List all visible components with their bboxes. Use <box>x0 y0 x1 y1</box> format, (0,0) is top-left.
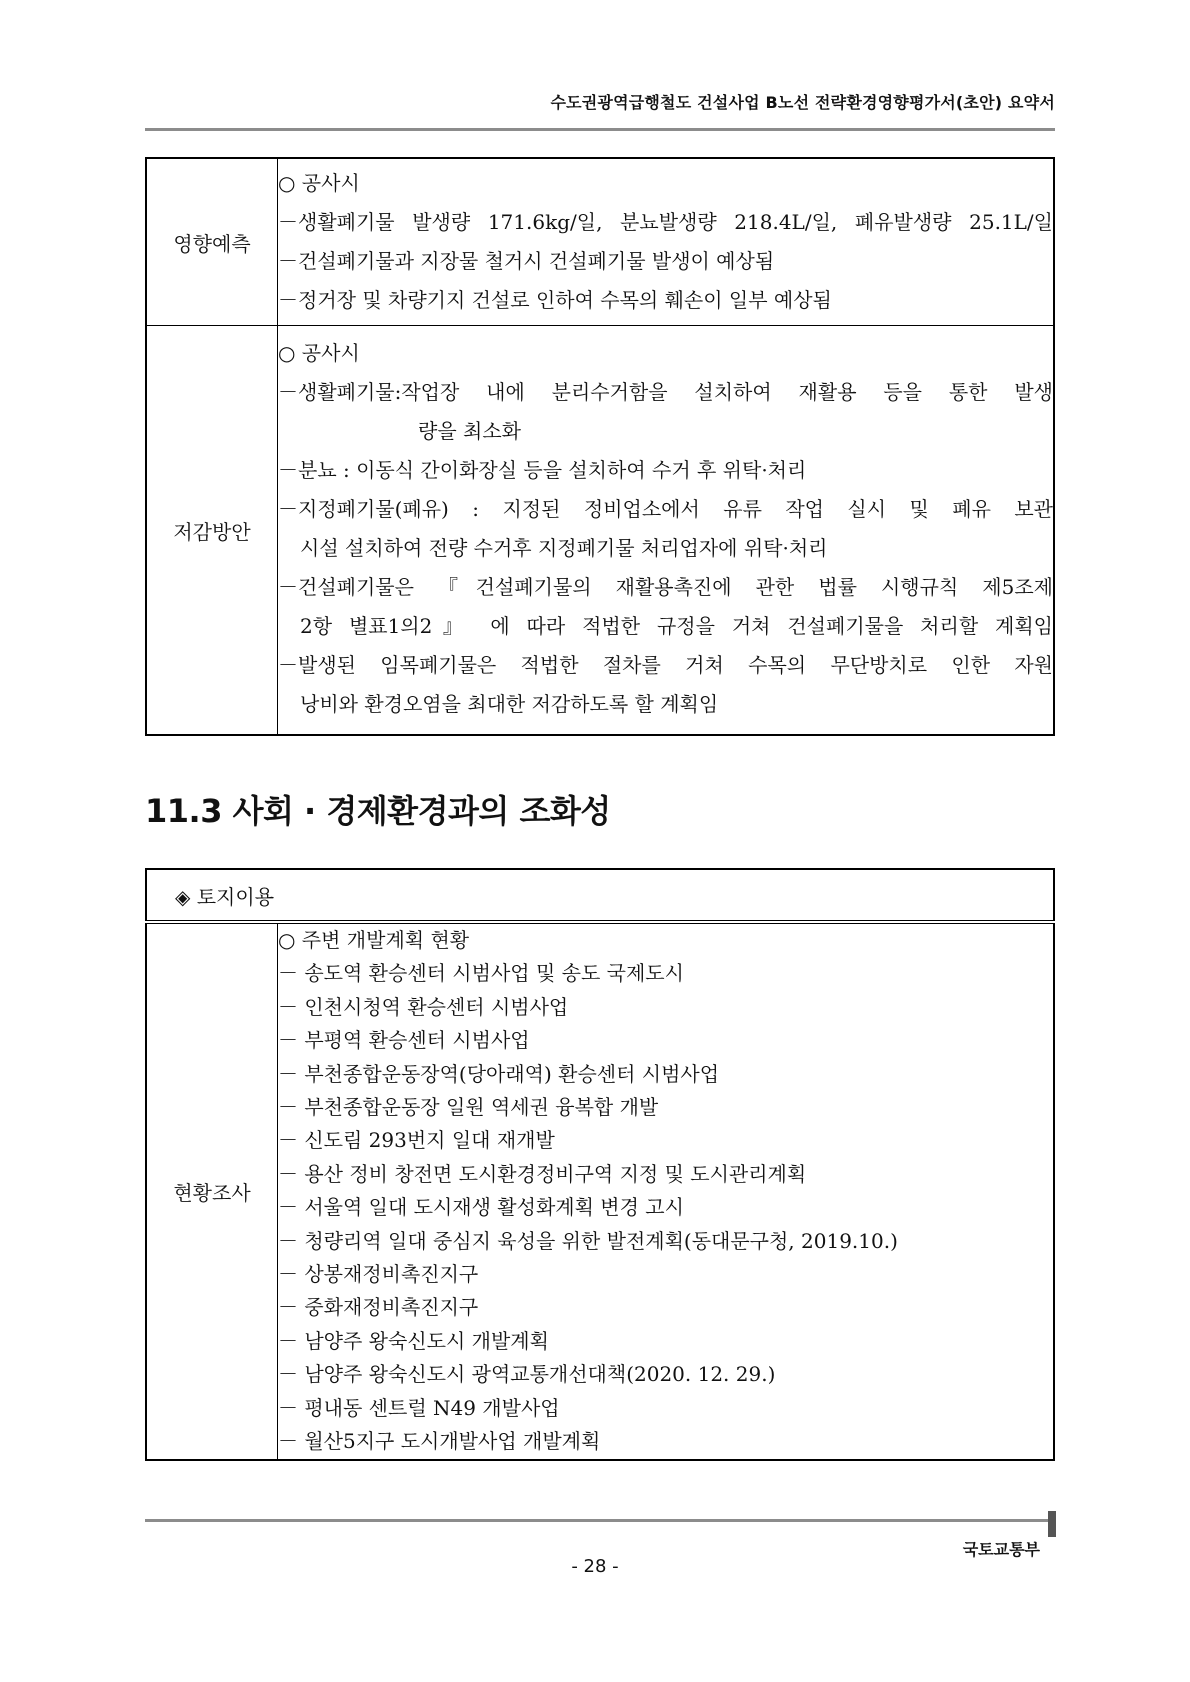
land-use-header: ◈ 토지이용 <box>146 869 1054 922</box>
section-title: 11.3 사회 · 경제환경과의 조화성 <box>145 792 611 830</box>
list-item: － 남양주 왕숙신도시 개발계획 <box>278 1328 549 1353</box>
impact-line: ○ 공사시 <box>278 171 360 195</box>
mitigation-line: －건설폐기물은 『건설폐기물의 재활용촉진에 관한 법률 시행규칙 제5조제 <box>278 575 1053 599</box>
list-item: － 중화재정비촉진지구 <box>278 1295 479 1320</box>
impact-line: －생활폐기물 발생량 171.6kg/일, 분뇨발생량 218.4L/일, 폐유발생량 25.1L/일 <box>278 210 1053 234</box>
list-item: － 신도림 293번지 일대 재개발 <box>278 1128 555 1153</box>
mitigation-line: 2항 별표1의2』 에 따라 적법한 규정을 거쳐 건설폐기물을 처리할 계획임 <box>300 614 1053 638</box>
list-item: － 상봉재정비촉진지구 <box>278 1262 479 1287</box>
list-item: － 청량리역 일대 중심지 육성을 위한 발전계획(동대문구청, 2019.10.) <box>278 1228 898 1253</box>
survey-row <box>146 922 1054 1460</box>
mitigation-label: 저감방안 <box>146 326 278 736</box>
land-use-table <box>145 868 1055 1461</box>
impact-row <box>146 158 1054 326</box>
footer-org: 국토교통부 <box>962 1540 1040 1559</box>
list-item: － 인천시청역 환승센터 시범사업 <box>278 994 569 1019</box>
survey-content <box>278 922 1055 1460</box>
mitigation-line: －생활폐기물:작업장 내에 분리수거함을 설치하여 재활용 등을 통한 발생 <box>278 380 1053 404</box>
mitigation-line: －지정폐기물(폐유) : 지정된 정비업소에서 유류 작업 실시 및 폐유 보관 <box>278 497 1053 521</box>
page-number: - 28 - <box>571 1556 619 1577</box>
impact-label: 영향예측 <box>146 158 278 326</box>
header-rule <box>145 128 1055 131</box>
waste-table <box>145 157 1055 736</box>
mitigation-row <box>146 326 1054 736</box>
mitigation-line: －발생된 임목폐기물은 적법한 절차를 거쳐 수목의 무단방치로 인한 자원 <box>278 653 1053 677</box>
list-item: － 부천종합운동장 일원 역세권 융복합 개발 <box>278 1095 659 1120</box>
mitigation-content <box>278 326 1055 736</box>
survey-label: 현황조사 <box>146 922 278 1460</box>
impact-content <box>278 158 1055 326</box>
survey-intro: ○ 주변 개발계획 현황 <box>278 928 470 952</box>
list-item: － 서울역 일대 도시재생 활성화계획 변경 고시 <box>278 1195 684 1220</box>
list-item: － 부평역 환승센터 시범사업 <box>278 1028 530 1053</box>
list-item: － 남양주 왕숙신도시 광역교통개선대책(2020. 12. 29.) <box>278 1362 776 1387</box>
running-header: 수도권광역급행철도 건설사업 B노선 전략환경영향평가서(초안) 요약서 <box>550 93 1055 112</box>
footer-rule <box>145 1519 1050 1522</box>
list-item: － 용산 정비 창전면 도시환경정비구역 지정 및 도시관리계획 <box>278 1161 807 1186</box>
mitigation-line: 량을 최소화 <box>418 419 521 443</box>
mitigation-line: 낭비와 환경오염을 최대한 저감하도록 할 계획임 <box>300 692 719 716</box>
list-item: － 월산5지구 도시개발사업 개발계획 <box>278 1429 601 1454</box>
list-item: － 평내동 센트럴 N49 개발사업 <box>278 1395 560 1420</box>
land-use-header-row <box>146 869 1054 922</box>
impact-line: －정거장 및 차량기지 건설로 인하여 수목의 훼손이 일부 예상됨 <box>278 288 832 312</box>
mitigation-line: 시설 설치하여 전량 수거후 지정폐기물 처리업자에 위탁·처리 <box>300 536 828 560</box>
footer-tab-mark <box>1048 1511 1056 1537</box>
mitigation-line: －분뇨 : 이동식 간이화장실 등을 설치하여 수거 후 위탁·처리 <box>278 458 807 482</box>
list-item: － 송도역 환승센터 시범사업 및 송도 국제도시 <box>278 961 684 986</box>
list-item: － 부천종합운동장역(당아래역) 환승센터 시범사업 <box>278 1061 720 1086</box>
impact-line: －건설폐기물과 지장물 철거시 건설폐기물 발생이 예상됨 <box>278 249 775 273</box>
mitigation-line: ○ 공사시 <box>278 341 360 365</box>
